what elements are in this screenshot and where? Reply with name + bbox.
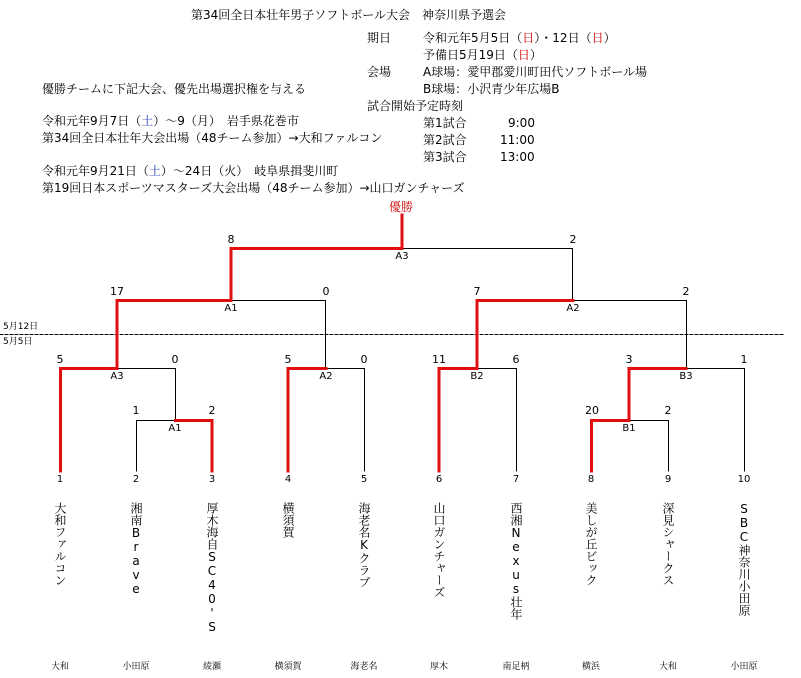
game3-time: 13:00 — [500, 150, 535, 164]
team-name-6: 山口ガンチャーズ — [432, 502, 446, 598]
q4-left-score: 3 — [625, 353, 633, 366]
team-name-1: 大和ファルコン — [53, 502, 67, 586]
r1-left-right-score: 2 — [208, 404, 216, 417]
game3-name: 第3試合 — [423, 150, 467, 164]
final-right-score: 2 — [569, 233, 577, 246]
notes-line2: 令和元年9月7日（土）～9（月） 岩手県花巻市 — [42, 114, 299, 128]
team-number-3: 3 — [208, 474, 216, 485]
q1-left-score: 5 — [56, 353, 64, 366]
team-name-5: 海老名Kクラブ — [357, 502, 371, 588]
team-number-4: 4 — [284, 474, 292, 485]
team-name-2: 湘南Brave — [129, 502, 143, 596]
team-city-10: 小田原 — [730, 662, 758, 672]
notes-line4: 令和元年9月21日（土）～24日（火） 岐阜県揖斐川町 — [42, 164, 339, 178]
r1-right-left-score: 20 — [585, 404, 599, 417]
q2-right-score: 0 — [360, 353, 368, 366]
date-value: 令和元年5月5日（日）・12日（日） — [423, 31, 616, 45]
page-title: 第34回全日本壮年男子ソフトボール大会 神奈川県予選会 — [191, 8, 507, 22]
r1-left-left-score: 1 — [132, 404, 140, 417]
team-city-8: 横浜 — [581, 662, 600, 672]
team-number-6: 6 — [435, 474, 443, 485]
q1-right-score: 0 — [171, 353, 179, 366]
game1-time: 9:00 — [508, 116, 535, 130]
venue-b: B球場：小沢青少年広場B — [423, 82, 560, 96]
champion-label: 優勝 — [389, 200, 414, 214]
venue-a: A球場：愛甲郡愛川町田代ソフトボール場 — [423, 65, 647, 79]
q2-label: A2 — [319, 371, 333, 382]
team-name-10: SBC神奈川小田原 — [737, 502, 751, 616]
s2-label: A2 — [566, 303, 580, 314]
start-time-label: 試合開始予定時刻 — [367, 99, 464, 113]
team-city-4: 横須賀 — [274, 662, 302, 672]
r1-right-right-score: 2 — [664, 404, 672, 417]
day-label-upper: 5月12日 — [3, 322, 39, 332]
team-city-5: 海老名 — [350, 662, 378, 672]
s2-left-score: 7 — [473, 285, 481, 298]
q4-label: B3 — [679, 371, 693, 382]
final-left-score: 8 — [227, 233, 235, 246]
team-number-2: 2 — [132, 474, 140, 485]
team-city-7: 南足柄 — [502, 662, 530, 672]
s1-left-score: 17 — [110, 285, 124, 298]
team-city-6: 厚木 — [429, 662, 448, 672]
q3-right-score: 6 — [512, 353, 520, 366]
venue-label: 会場 — [367, 65, 392, 79]
q1-label: A3 — [110, 371, 124, 382]
notes-line3: 第34回全日本壮年大会出場（48チーム参加）→大和ファルコン — [42, 131, 383, 145]
r1-left-label: A1 — [168, 423, 182, 434]
team-number-1: 1 — [56, 474, 64, 485]
q3-label: B2 — [470, 371, 484, 382]
r1-right-label: B1 — [622, 423, 636, 434]
team-name-9: 深見シャークス — [661, 502, 675, 586]
s1-right-score: 0 — [322, 285, 330, 298]
team-name-3: 厚木海自SC40'S — [205, 502, 219, 634]
date-label: 期日 — [367, 31, 392, 45]
q2-left-score: 5 — [284, 353, 292, 366]
game2-time: 11:00 — [500, 133, 535, 147]
reserve-date: 予備日5月19日（日） — [423, 48, 542, 62]
notes-line5: 第19回日本スポーツマスターズ大会出場（48チーム参加）→山口ガンチャーズ — [42, 181, 465, 195]
team-number-8: 8 — [587, 474, 595, 485]
team-number-5: 5 — [360, 474, 368, 485]
team-city-9: 大和 — [658, 662, 677, 672]
notes-line1: 優勝チームに下記大会、優先出場選択権を与える — [42, 82, 307, 96]
team-name-8: 美しが丘ビック — [584, 502, 598, 586]
day-label-lower: 5月5日 — [3, 337, 33, 347]
team-city-2: 小田原 — [122, 662, 150, 672]
q4-right-score: 1 — [740, 353, 748, 366]
s1-label: A1 — [224, 303, 238, 314]
game1-name: 第1試合 — [423, 116, 467, 130]
team-name-4: 横須賀 — [281, 502, 295, 538]
team-name-7: 西湘Nexus壮年 — [509, 502, 523, 620]
team-number-10: 10 — [737, 474, 751, 485]
team-city-3: 綾瀬 — [202, 662, 221, 672]
game2-name: 第2試合 — [423, 133, 467, 147]
q3-left-score: 11 — [432, 353, 446, 366]
team-number-7: 7 — [512, 474, 520, 485]
final-label: A3 — [395, 251, 409, 262]
team-city-1: 大和 — [50, 662, 69, 672]
s2-right-score: 2 — [682, 285, 690, 298]
team-number-9: 9 — [664, 474, 672, 485]
